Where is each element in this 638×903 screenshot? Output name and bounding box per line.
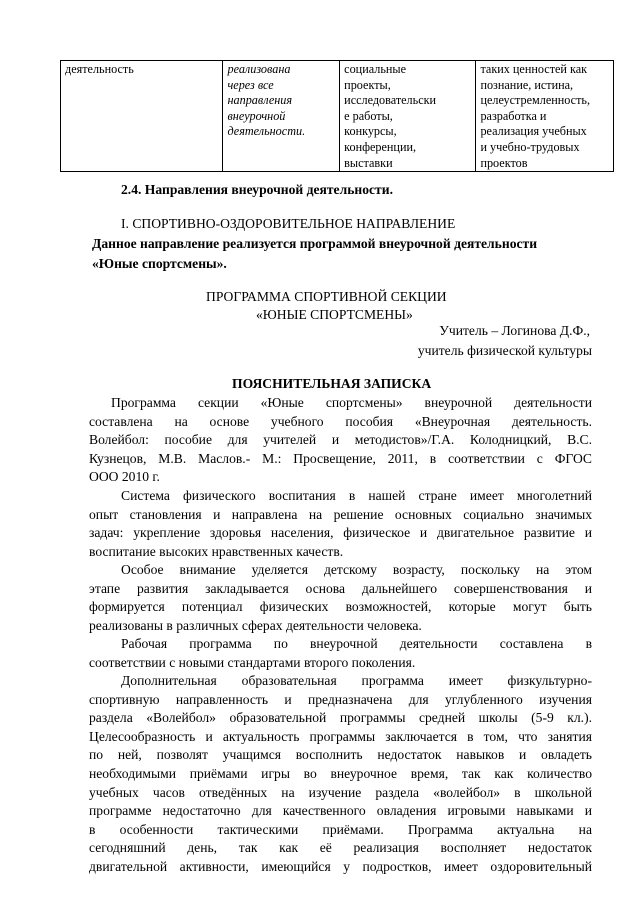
author-line-1: Учитель – Логинова Д.Ф., (439, 323, 590, 338)
table-row (61, 61, 614, 172)
explanatory-note-heading: ПОЯСНИТЕЛЬНАЯ ЗАПИСКА (232, 376, 432, 391)
direction-note-line-2: «Юные спортсмены». (92, 256, 227, 271)
program-title-line-2: «ЮНЫЕ СПОРТСМЕНЫ» (256, 307, 413, 322)
table-cell-forms: социальные проекты, исследовательски е работы, конкурсы, конференции, выставки (340, 61, 476, 172)
section-heading: 2.4. Направления внеурочной деятельности. (121, 182, 393, 197)
paragraph-standards: Рабочая программа по внеурочной деятельности составлена в соответствии с новыми стандартами второго поколения. (89, 636, 592, 670)
activity-table-fragment (60, 60, 614, 172)
paragraph-additional-program: Дополнительная образовательная программа имеет физкультурно- спортивную направленность и предназначена для углубленного изучения раздела «Волейбол» образовательной программы средней школы (5-9 кл.). Целесообразность и актуальность программы заключается в том, что занятия по ней, позволят учащимся восполнить недостаток навыков и овладеть необходимыми приёмами игры во внеурочное время, так как количество учебных часов отведённых на изучение раздела «волейбол» в школьной программе недостаточно для качественного овладения игровыми навыками и в особенности тактическими приёмами. Программа актуальна на сегодняшний день, так как её реализация восполняет недостаток двигательной активности, имеющийся у подростков, имеет оздоровительный (89, 673, 592, 874)
paragraph-physical-education: Система физического воспитания в нашей стране имеет многолетний опыт становления и направлена на решение основных социально значимых задач: укрепление здоровья населения, физическое и двигательное развитие и воспитание высоких нравственных качеств. (89, 488, 592, 559)
paragraph-program-basis: Программа секции «Юные спортсмены» внеурочной деятельности составлена на основе учебного пособия «Внеурочная деятельность. Волейбол: пособие для учителей и методистов»/Г.А. Колодницкий, В.С. Кузнецов, М.В. Маслов.- М.: Просвещение, 2011, в соответствии с ФГОС ООО 2010 г. (89, 395, 592, 485)
program-title-line-1: ПРОГРАММА СПОРТИВНОЙ СЕКЦИИ (206, 289, 447, 304)
direction-note-line-1: Данное направление реализуется программой внеурочной деятельности (92, 236, 538, 251)
direction-title: I. СПОРТИВНО-ОЗДОРОВИТЕЛЬНОЕ НАПРАВЛЕНИЕ (121, 216, 456, 231)
table-cell-activity: деятельность (61, 61, 223, 172)
author-line-2: учитель физической культуры (417, 343, 592, 358)
paragraph-childhood: Особое внимание уделяется детскому возрасту, поскольку на этом этапе развития закладывается основа дальнейшего совершенствования и формируется потенциал физических возможностей, которые могут быть реализованы в различных сферах деятельности человека. (89, 562, 592, 633)
table-cell-implementation: реализована через все направления внеурочной деятельности. (223, 61, 340, 172)
table-cell-values: таких ценностей как познание, истина, целеустремленность, разработка и реализация учебных и учебно-трудовых проектов (476, 61, 614, 172)
